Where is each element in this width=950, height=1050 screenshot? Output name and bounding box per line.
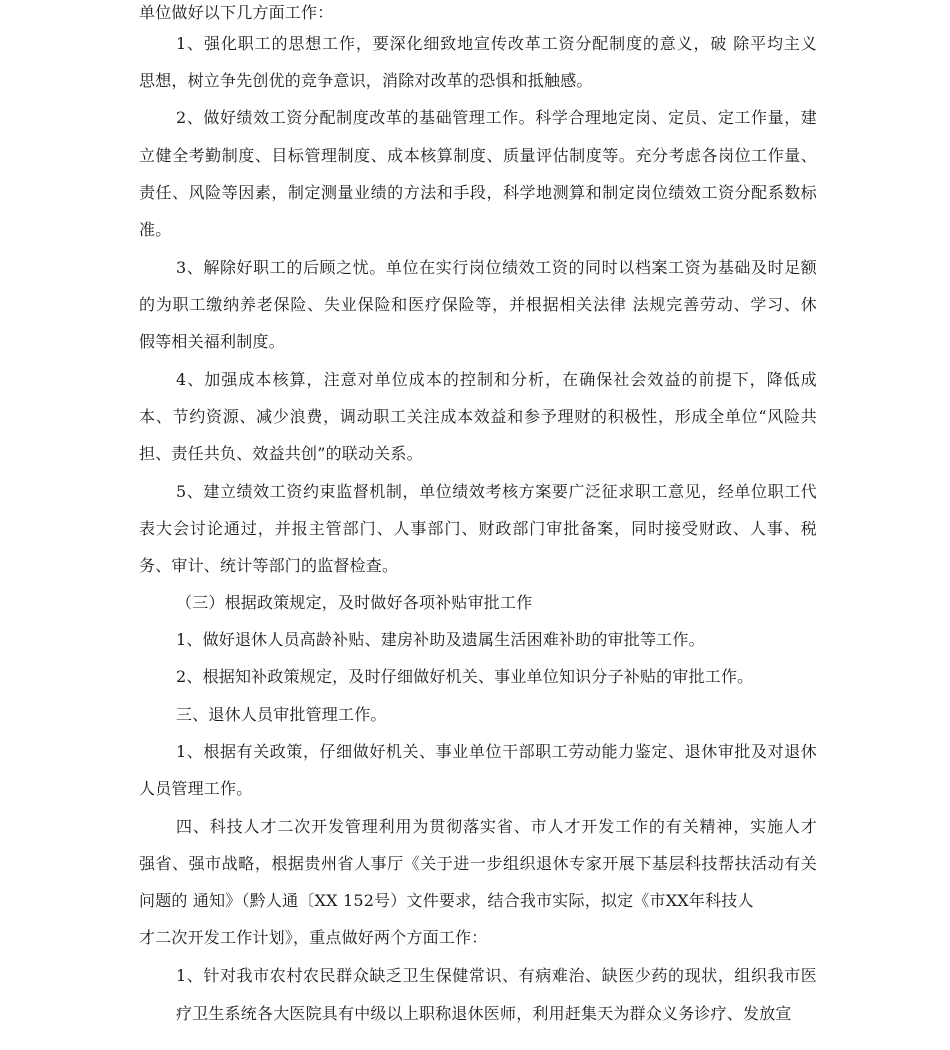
text-line: 单位做好以下几方面工作： — [139, 3, 334, 22]
text-line: 疗卫生系统各大医院具有中级以上职称退休医师，利用赶集天为群众义务诊疗、发放宣 — [176, 1004, 792, 1023]
text-line: 5、建立绩效工资约束监督机制，单位绩效考核方案要广泛征求职工意见，经单位职工代 — [176, 482, 817, 501]
text-line: 2、做好绩效工资分配制度改革的基础管理工作。科学合理地定岗、定员、定工作量，建 — [176, 108, 817, 127]
text-line: 表大会讨论通过，并报主管部门、人事部门、财政部门审批备案，同时接受财政、人事、税 — [139, 519, 817, 538]
text-line: 务、审计、统计等部门的监督检查。 — [139, 556, 399, 575]
text-line: 思想，树立争先创优的竞争意识，消除对改革的恐惧和抵触感。 — [139, 71, 593, 90]
text-line: 责任、风险等因素，制定测量业绩的方法和手段，科学地测算和制定岗位绩效工资分配系数标 — [139, 183, 817, 202]
text-line: 准。 — [139, 220, 172, 239]
text-line: 1、强化职工的思想工作，要深化细致地宣传改革工资分配制度的意义，破 除平均主义 — [176, 34, 817, 53]
text-line: 问题的 通知》（黔人通〔XX 152号）文件要求，结合我市实际，拟定《市XX年科技人 — [139, 891, 754, 910]
text-line: 1、根据有关政策，仔细做好机关、事业单位干部职工劳动能力鉴定、退休审批及对退休 — [176, 742, 817, 761]
text-line: 强省、强市战略，根据贵州省人事厅《关于进一步组织退休专家开展下基层科技帮扶活动有关 — [139, 854, 817, 873]
section-heading: （三）根据政策规定，及时做好各项补贴审批工作 — [176, 593, 533, 612]
section-heading: 三、退休人员审批管理工作。 — [176, 705, 387, 724]
text-line: 假等相关福利制度。 — [139, 332, 285, 351]
text-line: 4、加强成本核算，注意对单位成本的控制和分析，在确保社会效益的前提下，降低成 — [176, 370, 817, 389]
text-line: 人员管理工作。 — [139, 779, 253, 798]
text-line: 立健全考勤制度、目标管理制度、成本核算制度、质量评估制度等。充分考虑各岗位工作量、 — [139, 146, 817, 165]
text-line: 担、责任共负、效益共创”的联动关系。 — [139, 444, 423, 463]
text-line: 3、解除好职工的后顾之忧。单位在实行岗位绩效工资的同时以档案工资为基础及时足额 — [176, 258, 817, 277]
text-line: 才二次开发工作计划》，重点做好两个方面工作： — [139, 928, 488, 947]
text-line: 的为职工缴纳养老保险、失业保险和医疗保险等，并根据相关法律 法规完善劳动、学习、休 — [139, 295, 817, 314]
text-line: 四、科技人才二次开发管理利用为贯彻落实省、市人才开发工作的有关精神，实施人才 — [176, 817, 817, 836]
text-line: 1、做好退休人员高龄补贴、建房补助及遗属生活困难补助的审批等工作。 — [176, 630, 705, 649]
text-line: 1、针对我市农村农民群众缺乏卫生保健常识、有病难治、缺医少药的现状，组织我市医 — [176, 966, 817, 985]
text-line: 本、节约资源、减少浪费，调动职工关注成本效益和参予理财的积极性，形成全单位“风险共 — [139, 407, 817, 426]
text-line: 2、根据知补政策规定，及时仔细做好机关、事业单位知识分子补贴的审批工作。 — [176, 667, 754, 686]
